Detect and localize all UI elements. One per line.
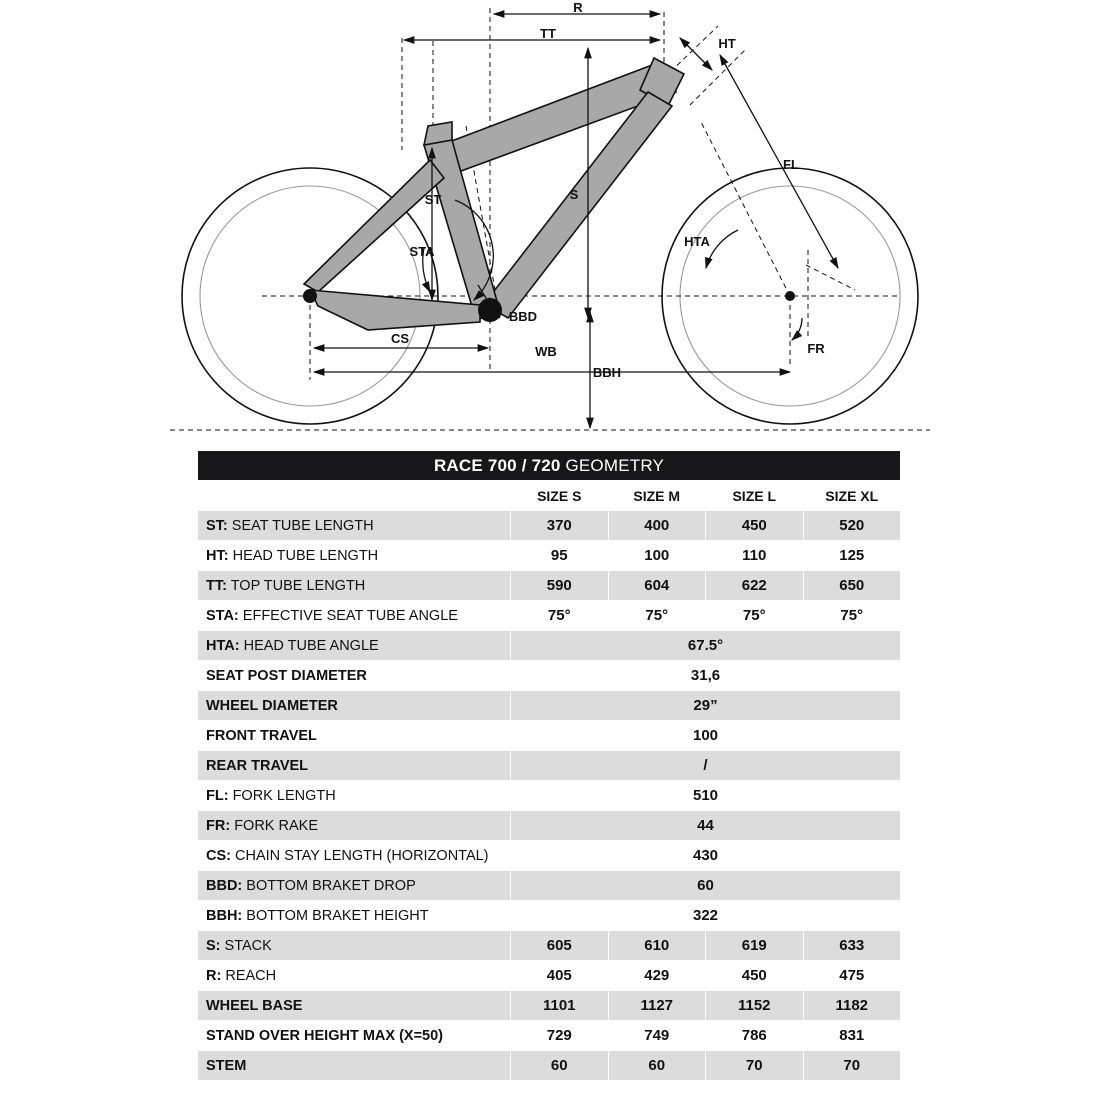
label-BBD: BBD: [508, 309, 538, 324]
row-label-cell: [198, 991, 511, 1021]
row-value-size-l: 70: [706, 1051, 804, 1081]
label-ST: ST: [424, 192, 442, 207]
geometry-table-container: [197, 450, 900, 1081]
header-cell-size-l: SIZE L: [706, 481, 804, 511]
row-value-size-xl: 831: [803, 1021, 901, 1051]
row-value-size-l: 1152: [706, 991, 804, 1021]
row-code: BBH:: [206, 907, 243, 924]
label-FR: FR: [807, 341, 825, 356]
table-header-row: [198, 481, 901, 511]
row-code: HTA:: [206, 637, 240, 654]
row-value-size-m: 749: [608, 1021, 706, 1051]
row-label-cell: S: STACK: [198, 931, 511, 961]
row-value-size-s: 75°: [511, 601, 609, 631]
row-code: R:: [206, 967, 222, 984]
row-value-size-xl: 70: [803, 1051, 901, 1081]
row-label-cell: [198, 691, 511, 721]
row-value-all-sizes: 322: [511, 901, 901, 931]
row-code: CS:: [206, 847, 231, 864]
row-label-cell: FL: FORK LENGTH: [198, 781, 511, 811]
row-label-cell: BBH: BOTTOM BRAKET HEIGHT: [198, 901, 511, 931]
row-value-size-xl: 520: [803, 511, 901, 541]
row-value-size-xl: 75°: [803, 601, 901, 631]
table-row: [198, 571, 901, 601]
label-CS: CS: [390, 331, 410, 346]
row-code: SEAT POST DIAMETER: [206, 667, 367, 684]
table-title-strong: RACE 700 / 720: [433, 455, 566, 475]
row-label-cell: HT: HEAD TUBE LENGTH: [198, 541, 511, 571]
row-value-all-sizes: 31,6: [511, 661, 901, 691]
row-value-all-sizes: 510: [511, 781, 901, 811]
row-value-size-m: 429: [608, 961, 706, 991]
row-label-cell: [198, 721, 511, 751]
row-value-size-m: 75°: [608, 601, 706, 631]
table-row: [198, 661, 901, 691]
row-value-size-m: 1127: [608, 991, 706, 1021]
table-row: [198, 811, 901, 841]
row-label-cell: [198, 661, 511, 691]
header-cell-size-s: SIZE S: [511, 481, 609, 511]
label-HTA: HTA: [684, 234, 710, 249]
table-title-light: GEOMETRY: [565, 455, 665, 475]
row-code: WHEEL DIAMETER: [206, 697, 338, 714]
table-row: [198, 991, 901, 1021]
row-value-all-sizes: 100: [511, 721, 901, 751]
row-value-all-sizes: /: [511, 751, 901, 781]
table-row: [198, 601, 901, 631]
row-value-size-xl: 475: [803, 961, 901, 991]
table-row: [198, 871, 901, 901]
table-row: [198, 961, 901, 991]
row-code: REAR TRAVEL: [206, 757, 309, 774]
row-value-size-s: 590: [511, 571, 609, 601]
row-label-cell: [198, 1021, 511, 1051]
row-value-all-sizes: 44: [511, 811, 901, 841]
table-row: [198, 1051, 901, 1081]
row-value-size-l: 110: [706, 541, 804, 571]
geometry-table: [197, 450, 901, 1081]
row-value-size-s: 370: [511, 511, 609, 541]
row-value-size-m: 400: [608, 511, 706, 541]
row-label-cell: BBD: BOTTOM BRAKET DROP: [198, 871, 511, 901]
label-S: S: [569, 187, 579, 202]
header-cell-size-xl: SIZE XL: [803, 481, 901, 511]
table-row: [198, 841, 901, 871]
row-value-size-xl: 125: [803, 541, 901, 571]
row-label-cell: TT: TOP TUBE LENGTH: [198, 571, 511, 601]
row-label-cell: HTA: HEAD TUBE ANGLE: [198, 631, 511, 661]
row-value-size-l: 75°: [706, 601, 804, 631]
row-value-all-sizes: 430: [511, 841, 901, 871]
row-value-size-l: 786: [706, 1021, 804, 1051]
row-value-size-l: 622: [706, 571, 804, 601]
row-value-size-s: 95: [511, 541, 609, 571]
table-row: [198, 931, 901, 961]
table-row: [198, 721, 901, 751]
row-value-size-m: 604: [608, 571, 706, 601]
table-row: [198, 541, 901, 571]
row-label-cell: FR: FORK RAKE: [198, 811, 511, 841]
row-code: FL:: [206, 787, 229, 804]
row-value-size-m: 100: [608, 541, 706, 571]
row-label-cell: CS: CHAIN STAY LENGTH (HORIZONTAL): [198, 841, 511, 871]
row-value-size-s: 605: [511, 931, 609, 961]
table-row: [198, 781, 901, 811]
row-code: WHEEL BASE: [206, 997, 303, 1014]
row-label-cell: STA: EFFECTIVE SEAT TUBE ANGLE: [198, 601, 511, 631]
row-value-size-xl: 1182: [803, 991, 901, 1021]
row-label-cell: ST: SEAT TUBE LENGTH: [198, 511, 511, 541]
row-value-size-m: 60: [608, 1051, 706, 1081]
row-code: HT:: [206, 547, 229, 564]
row-label-cell: [198, 751, 511, 781]
table-row: [198, 691, 901, 721]
table-row: [198, 751, 901, 781]
row-value-size-xl: 633: [803, 931, 901, 961]
header-cell-size-m: SIZE M: [608, 481, 706, 511]
label-FL: FL: [783, 157, 799, 172]
row-code: STEM: [206, 1057, 247, 1074]
bike-frame: [303, 58, 795, 330]
table-row: [198, 631, 901, 661]
bike-geometry-diagram: [0, 0, 1100, 450]
row-value-all-sizes: 29”: [511, 691, 901, 721]
row-value-all-sizes: 67.5°: [511, 631, 901, 661]
row-code: STAND OVER HEIGHT MAX (X=50): [206, 1027, 443, 1044]
row-code: FR:: [206, 817, 231, 834]
table-row: [198, 511, 901, 541]
header-cell-blank: [198, 481, 511, 511]
table-title-cell: [198, 451, 901, 481]
row-value-size-s: 405: [511, 961, 609, 991]
row-value-all-sizes: 60: [511, 871, 901, 901]
row-code: S:: [206, 937, 221, 954]
row-code: TT:: [206, 577, 227, 594]
row-code: FRONT TRAVEL: [206, 727, 317, 744]
label-HT: HT: [718, 36, 736, 51]
table-row: [198, 1021, 901, 1051]
row-value-size-s: 1101: [511, 991, 609, 1021]
row-code: ST:: [206, 517, 228, 534]
row-label-cell: [198, 1051, 511, 1081]
row-value-size-s: 60: [511, 1051, 609, 1081]
label-TT: TT: [540, 26, 556, 41]
row-value-size-s: 729: [511, 1021, 609, 1051]
label-BBH: BBH: [592, 365, 622, 380]
row-value-size-l: 450: [706, 961, 804, 991]
table-title-row: [198, 451, 901, 481]
label-R: R: [573, 0, 583, 15]
row-value-size-xl: 650: [803, 571, 901, 601]
row-value-size-l: 619: [706, 931, 804, 961]
label-WB: WB: [535, 344, 557, 359]
table-row: [198, 901, 901, 931]
row-value-size-m: 610: [608, 931, 706, 961]
row-code: BBD:: [206, 877, 243, 894]
row-label-cell: R: REACH: [198, 961, 511, 991]
row-code: STA:: [206, 607, 239, 624]
row-value-size-l: 450: [706, 511, 804, 541]
label-STA: STA: [409, 244, 435, 259]
